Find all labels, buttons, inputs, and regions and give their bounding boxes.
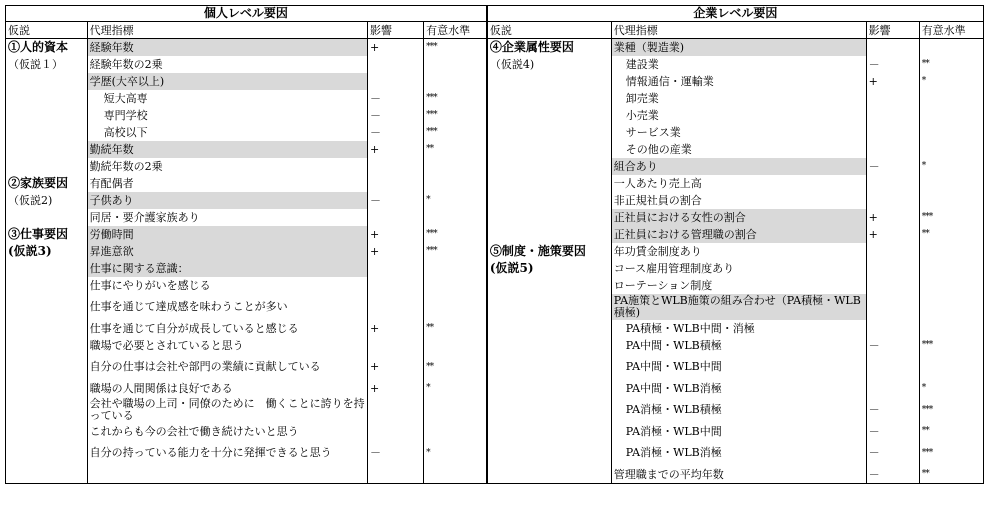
effect-cell-right bbox=[866, 380, 919, 397]
effect-cell-left bbox=[368, 337, 424, 354]
effect-cell-right: － bbox=[866, 440, 919, 466]
indicator-cell-right: 組合あり bbox=[611, 158, 866, 175]
table-row bbox=[6, 226, 984, 243]
hypothesis-cell-right bbox=[487, 192, 611, 209]
hypothesis-cell-left bbox=[6, 277, 88, 294]
hypothesis-cell-left bbox=[6, 209, 88, 226]
effect-cell-left: + bbox=[368, 141, 424, 158]
significance-cell-right: *** bbox=[919, 397, 983, 423]
effect-cell-right: － bbox=[866, 56, 919, 73]
effect-cell-left bbox=[368, 56, 424, 73]
effect-cell-right bbox=[866, 39, 919, 57]
significance-cell-right: ** bbox=[919, 226, 983, 243]
effect-cell-left: － bbox=[368, 107, 424, 124]
significance-cell-left: *** bbox=[424, 107, 487, 124]
effect-cell-left bbox=[368, 277, 424, 294]
significance-cell-left: ** bbox=[424, 320, 487, 337]
table-row bbox=[6, 209, 984, 226]
hypothesis-cell-left: （仮説2) bbox=[6, 192, 88, 209]
table-row bbox=[6, 423, 984, 440]
significance-cell-right: ** bbox=[919, 56, 983, 73]
hypothesis-cell-left bbox=[6, 354, 88, 380]
firm-level-header: 企業レベル要因 bbox=[487, 6, 984, 22]
significance-cell-left: * bbox=[424, 380, 487, 397]
significance-cell-right bbox=[919, 320, 983, 337]
indicator-cell-left: 仕事を通じて自分が成長していると感じる bbox=[87, 320, 367, 337]
effect-cell-right bbox=[866, 141, 919, 158]
significance-cell-right bbox=[919, 260, 983, 277]
indicator-cell-left: 職場で必要とされていると思う bbox=[87, 337, 367, 354]
table-row bbox=[6, 277, 984, 294]
hypothesis-cell-left bbox=[6, 397, 88, 423]
hypothesis-cell-left bbox=[6, 90, 88, 107]
effect-cell-left bbox=[368, 260, 424, 277]
significance-cell-left bbox=[424, 56, 487, 73]
effect-cell-left: － bbox=[368, 192, 424, 209]
indicator-cell-right: サービス業 bbox=[611, 124, 866, 141]
significance-cell-right bbox=[919, 141, 983, 158]
indicator-cell-left: 自分の仕事は会社や部門の業績に貢献している bbox=[87, 354, 367, 380]
indicator-cell-left: これからも今の会社で働き続けたいと思う bbox=[87, 423, 367, 440]
indicator-cell-left: 仕事を通じて達成感を味わうことが多い bbox=[87, 294, 367, 320]
indicator-cell-right: 正社員における女性の割合 bbox=[611, 209, 866, 226]
indicator-cell-right: PA中間・WLB中間 bbox=[611, 354, 866, 380]
effect-cell-left bbox=[368, 73, 424, 90]
indicator-cell-right: 管理職までの平均年数 bbox=[611, 466, 866, 484]
indicator-cell-right: コース雇用管理制度あり bbox=[611, 260, 866, 277]
effect-cell-left: + bbox=[368, 226, 424, 243]
hypothesis-cell-left bbox=[6, 423, 88, 440]
effect-cell-left: + bbox=[368, 320, 424, 337]
effect-cell-left bbox=[368, 158, 424, 175]
indicator-cell-left: 仕事にやりがいを感じる bbox=[87, 277, 367, 294]
effect-cell-right: － bbox=[866, 397, 919, 423]
significance-cell-left: *** bbox=[424, 243, 487, 260]
indicator-cell-left: 勤続年数の2乗 bbox=[87, 158, 367, 175]
hypothesis-cell-right bbox=[487, 380, 611, 397]
indicator-cell-right: 情報通信・運輸業 bbox=[611, 73, 866, 90]
hypothesis-cell-left: （仮説１） bbox=[6, 56, 88, 73]
effect-cell-left: + bbox=[368, 380, 424, 397]
table-row bbox=[6, 107, 984, 124]
hypothesis-cell-right bbox=[487, 337, 611, 354]
significance-cell-right bbox=[919, 192, 983, 209]
results-table bbox=[5, 5, 984, 484]
significance-cell-right: * bbox=[919, 158, 983, 175]
effect-cell-right bbox=[866, 107, 919, 124]
effect-cell-left: + bbox=[368, 354, 424, 380]
hypothesis-cell-left: ①人的資本 bbox=[6, 39, 88, 57]
effect-cell-left bbox=[368, 466, 424, 484]
indicator-cell-right: 小売業 bbox=[611, 107, 866, 124]
table-row bbox=[6, 397, 984, 423]
significance-cell-left: *** bbox=[424, 226, 487, 243]
hypothesis-cell-left bbox=[6, 260, 88, 277]
indicator-cell-left: 学歴(大卒以上) bbox=[87, 73, 367, 90]
indicator-cell-right: その他の産業 bbox=[611, 141, 866, 158]
column-header-row bbox=[6, 22, 984, 39]
results-table-page bbox=[5, 5, 984, 519]
col-significance-right: 有意水準 bbox=[919, 22, 983, 39]
effect-cell-right bbox=[866, 277, 919, 294]
effect-cell-right: － bbox=[866, 158, 919, 175]
significance-cell-right: *** bbox=[919, 209, 983, 226]
effect-cell-right bbox=[866, 124, 919, 141]
indicator-cell-right: PA消極・WLB中間 bbox=[611, 423, 866, 440]
col-effect-left: 影響 bbox=[368, 22, 424, 39]
table-row bbox=[6, 158, 984, 175]
significance-cell-right: * bbox=[919, 73, 983, 90]
table-row bbox=[6, 440, 984, 466]
col-hypothesis-left: 仮説 bbox=[6, 22, 88, 39]
effect-cell-right: + bbox=[866, 73, 919, 90]
hypothesis-cell-right bbox=[487, 466, 611, 484]
indicator-cell-right: PA中間・WLB積極 bbox=[611, 337, 866, 354]
hypothesis-cell-left bbox=[6, 320, 88, 337]
table-row bbox=[6, 466, 984, 484]
effect-cell-left: － bbox=[368, 124, 424, 141]
significance-cell-right bbox=[919, 277, 983, 294]
indicator-cell-right: 建設業 bbox=[611, 56, 866, 73]
hypothesis-cell-right bbox=[487, 209, 611, 226]
indicator-cell-left: 職場の人間関係は良好である bbox=[87, 380, 367, 397]
significance-cell-left bbox=[424, 260, 487, 277]
col-effect-right: 影響 bbox=[866, 22, 919, 39]
table-row bbox=[6, 56, 984, 73]
indicator-cell-right: ローテーション制度 bbox=[611, 277, 866, 294]
significance-cell-left bbox=[424, 277, 487, 294]
col-significance-left: 有意水準 bbox=[424, 22, 487, 39]
effect-cell-left bbox=[368, 423, 424, 440]
significance-cell-left: * bbox=[424, 192, 487, 209]
hypothesis-cell-right bbox=[487, 90, 611, 107]
indicator-cell-left: 子供あり bbox=[87, 192, 367, 209]
indicator-cell-right: 卸売業 bbox=[611, 90, 866, 107]
hypothesis-cell-left bbox=[6, 141, 88, 158]
indicator-cell-right: 業種（製造業) bbox=[611, 39, 866, 57]
significance-cell-right: ** bbox=[919, 466, 983, 484]
indicator-cell-right: 正社員における管理職の割合 bbox=[611, 226, 866, 243]
indicator-cell-right: PA消極・WLB消極 bbox=[611, 440, 866, 466]
hypothesis-cell-right bbox=[487, 423, 611, 440]
table-row bbox=[6, 192, 984, 209]
table-row bbox=[6, 39, 984, 57]
significance-cell-right bbox=[919, 243, 983, 260]
table-row bbox=[6, 73, 984, 90]
effect-cell-right bbox=[866, 90, 919, 107]
hypothesis-cell-right: (仮説5) bbox=[487, 260, 611, 277]
hypothesis-cell-right bbox=[487, 73, 611, 90]
hypothesis-cell-left bbox=[6, 158, 88, 175]
indicator-cell-left: 高校以下 bbox=[87, 124, 367, 141]
effect-cell-right: － bbox=[866, 423, 919, 440]
significance-cell-right bbox=[919, 354, 983, 380]
significance-cell-left bbox=[424, 209, 487, 226]
table-row bbox=[6, 320, 984, 337]
col-indicator-right: 代理指標 bbox=[611, 22, 866, 39]
hypothesis-cell-right bbox=[487, 226, 611, 243]
indicator-cell-right: PA中間・WLB消極 bbox=[611, 380, 866, 397]
indicator-cell-right: PA積極・WLB中間・消極 bbox=[611, 320, 866, 337]
table-row bbox=[6, 141, 984, 158]
significance-cell-left bbox=[424, 175, 487, 192]
indicator-cell-right: 一人あたり売上高 bbox=[611, 175, 866, 192]
indicator-cell-right: PA施策とWLB施策の組み合わせ（PA積極・WLB積極) bbox=[611, 294, 866, 320]
hypothesis-cell-right bbox=[487, 107, 611, 124]
effect-cell-left bbox=[368, 175, 424, 192]
significance-cell-left bbox=[424, 294, 487, 320]
hypothesis-cell-left bbox=[6, 73, 88, 90]
significance-cell-left bbox=[424, 466, 487, 484]
hypothesis-cell-right bbox=[487, 141, 611, 158]
significance-cell-left bbox=[424, 158, 487, 175]
group-header-row bbox=[6, 6, 984, 22]
significance-cell-right: *** bbox=[919, 440, 983, 466]
hypothesis-cell-right bbox=[487, 320, 611, 337]
significance-cell-right: ** bbox=[919, 423, 983, 440]
hypothesis-cell-left bbox=[6, 337, 88, 354]
hypothesis-cell-left bbox=[6, 294, 88, 320]
significance-cell-left bbox=[424, 397, 487, 423]
significance-cell-right bbox=[919, 39, 983, 57]
indicator-cell-left: 短大高専 bbox=[87, 90, 367, 107]
effect-cell-right bbox=[866, 243, 919, 260]
hypothesis-cell-left bbox=[6, 124, 88, 141]
significance-cell-right bbox=[919, 175, 983, 192]
indicator-cell-left bbox=[87, 466, 367, 484]
effect-cell-right: － bbox=[866, 466, 919, 484]
significance-cell-right bbox=[919, 90, 983, 107]
hypothesis-cell-right bbox=[487, 440, 611, 466]
table-row bbox=[6, 243, 984, 260]
significance-cell-left bbox=[424, 73, 487, 90]
table-row bbox=[6, 124, 984, 141]
table-row bbox=[6, 380, 984, 397]
table-row bbox=[6, 337, 984, 354]
effect-cell-left bbox=[368, 397, 424, 423]
significance-cell-left: *** bbox=[424, 90, 487, 107]
indicator-cell-left: 有配偶者 bbox=[87, 175, 367, 192]
hypothesis-cell-left bbox=[6, 440, 88, 466]
effect-cell-left: + bbox=[368, 39, 424, 57]
indicator-cell-left: 経験年数の2乗 bbox=[87, 56, 367, 73]
hypothesis-cell-right bbox=[487, 277, 611, 294]
significance-cell-right bbox=[919, 294, 983, 320]
indicator-cell-left: 労働時間 bbox=[87, 226, 367, 243]
effect-cell-left: + bbox=[368, 243, 424, 260]
effect-cell-right bbox=[866, 320, 919, 337]
indicator-cell-left: 昇進意欲 bbox=[87, 243, 367, 260]
significance-cell-left: *** bbox=[424, 39, 487, 57]
hypothesis-cell-left: (仮説3) bbox=[6, 243, 88, 260]
col-indicator-left: 代理指標 bbox=[87, 22, 367, 39]
hypothesis-cell-right bbox=[487, 397, 611, 423]
table-row bbox=[6, 175, 984, 192]
hypothesis-cell-left: ③仕事要因 bbox=[6, 226, 88, 243]
significance-cell-left: * bbox=[424, 440, 487, 466]
indicator-cell-right: 年功賃金制度あり bbox=[611, 243, 866, 260]
significance-cell-left bbox=[424, 423, 487, 440]
hypothesis-cell-right bbox=[487, 175, 611, 192]
indicator-cell-left: 勤続年数 bbox=[87, 141, 367, 158]
indicator-cell-right: PA消極・WLB積極 bbox=[611, 397, 866, 423]
table-row bbox=[6, 90, 984, 107]
effect-cell-right bbox=[866, 260, 919, 277]
significance-cell-right: *** bbox=[919, 337, 983, 354]
significance-cell-right: * bbox=[919, 380, 983, 397]
indicator-cell-left: 仕事に関する意識： bbox=[87, 260, 367, 277]
indicator-cell-left: 経験年数 bbox=[87, 39, 367, 57]
effect-cell-right: － bbox=[866, 337, 919, 354]
hypothesis-cell-right: ⑤制度・施策要因 bbox=[487, 243, 611, 260]
table-row bbox=[6, 294, 984, 320]
effect-cell-right bbox=[866, 294, 919, 320]
effect-cell-left bbox=[368, 209, 424, 226]
effect-cell-right bbox=[866, 175, 919, 192]
significance-cell-right bbox=[919, 124, 983, 141]
hypothesis-cell-left bbox=[6, 466, 88, 484]
table-row bbox=[6, 260, 984, 277]
significance-cell-left: *** bbox=[424, 124, 487, 141]
hypothesis-cell-right bbox=[487, 158, 611, 175]
hypothesis-cell-right: （仮説4) bbox=[487, 56, 611, 73]
effect-cell-left: － bbox=[368, 90, 424, 107]
significance-cell-right bbox=[919, 107, 983, 124]
col-hypothesis-right: 仮説 bbox=[487, 22, 611, 39]
effect-cell-right: + bbox=[866, 209, 919, 226]
indicator-cell-left: 自分の持っている能力を十分に発揮できると思う bbox=[87, 440, 367, 466]
effect-cell-left: － bbox=[368, 440, 424, 466]
indicator-cell-left: 会社や職場の上司・同僚のために 働くことに誇りを持っている bbox=[87, 397, 367, 423]
hypothesis-cell-right bbox=[487, 124, 611, 141]
table-row bbox=[6, 354, 984, 380]
hypothesis-cell-right bbox=[487, 354, 611, 380]
effect-cell-right bbox=[866, 354, 919, 380]
effect-cell-left bbox=[368, 294, 424, 320]
significance-cell-left bbox=[424, 337, 487, 354]
hypothesis-cell-right: ④企業属性要因 bbox=[487, 39, 611, 57]
indicator-cell-right: 非正規社員の割合 bbox=[611, 192, 866, 209]
effect-cell-right: + bbox=[866, 226, 919, 243]
hypothesis-cell-right bbox=[487, 294, 611, 320]
significance-cell-left: ** bbox=[424, 141, 487, 158]
indicator-cell-left: 同居・要介護家族あり bbox=[87, 209, 367, 226]
indicator-cell-left: 専門学校 bbox=[87, 107, 367, 124]
individual-level-header: 個人レベル要因 bbox=[6, 6, 487, 22]
hypothesis-cell-left bbox=[6, 107, 88, 124]
significance-cell-left: ** bbox=[424, 354, 487, 380]
effect-cell-right bbox=[866, 192, 919, 209]
hypothesis-cell-left: ②家族要因 bbox=[6, 175, 88, 192]
hypothesis-cell-left bbox=[6, 380, 88, 397]
